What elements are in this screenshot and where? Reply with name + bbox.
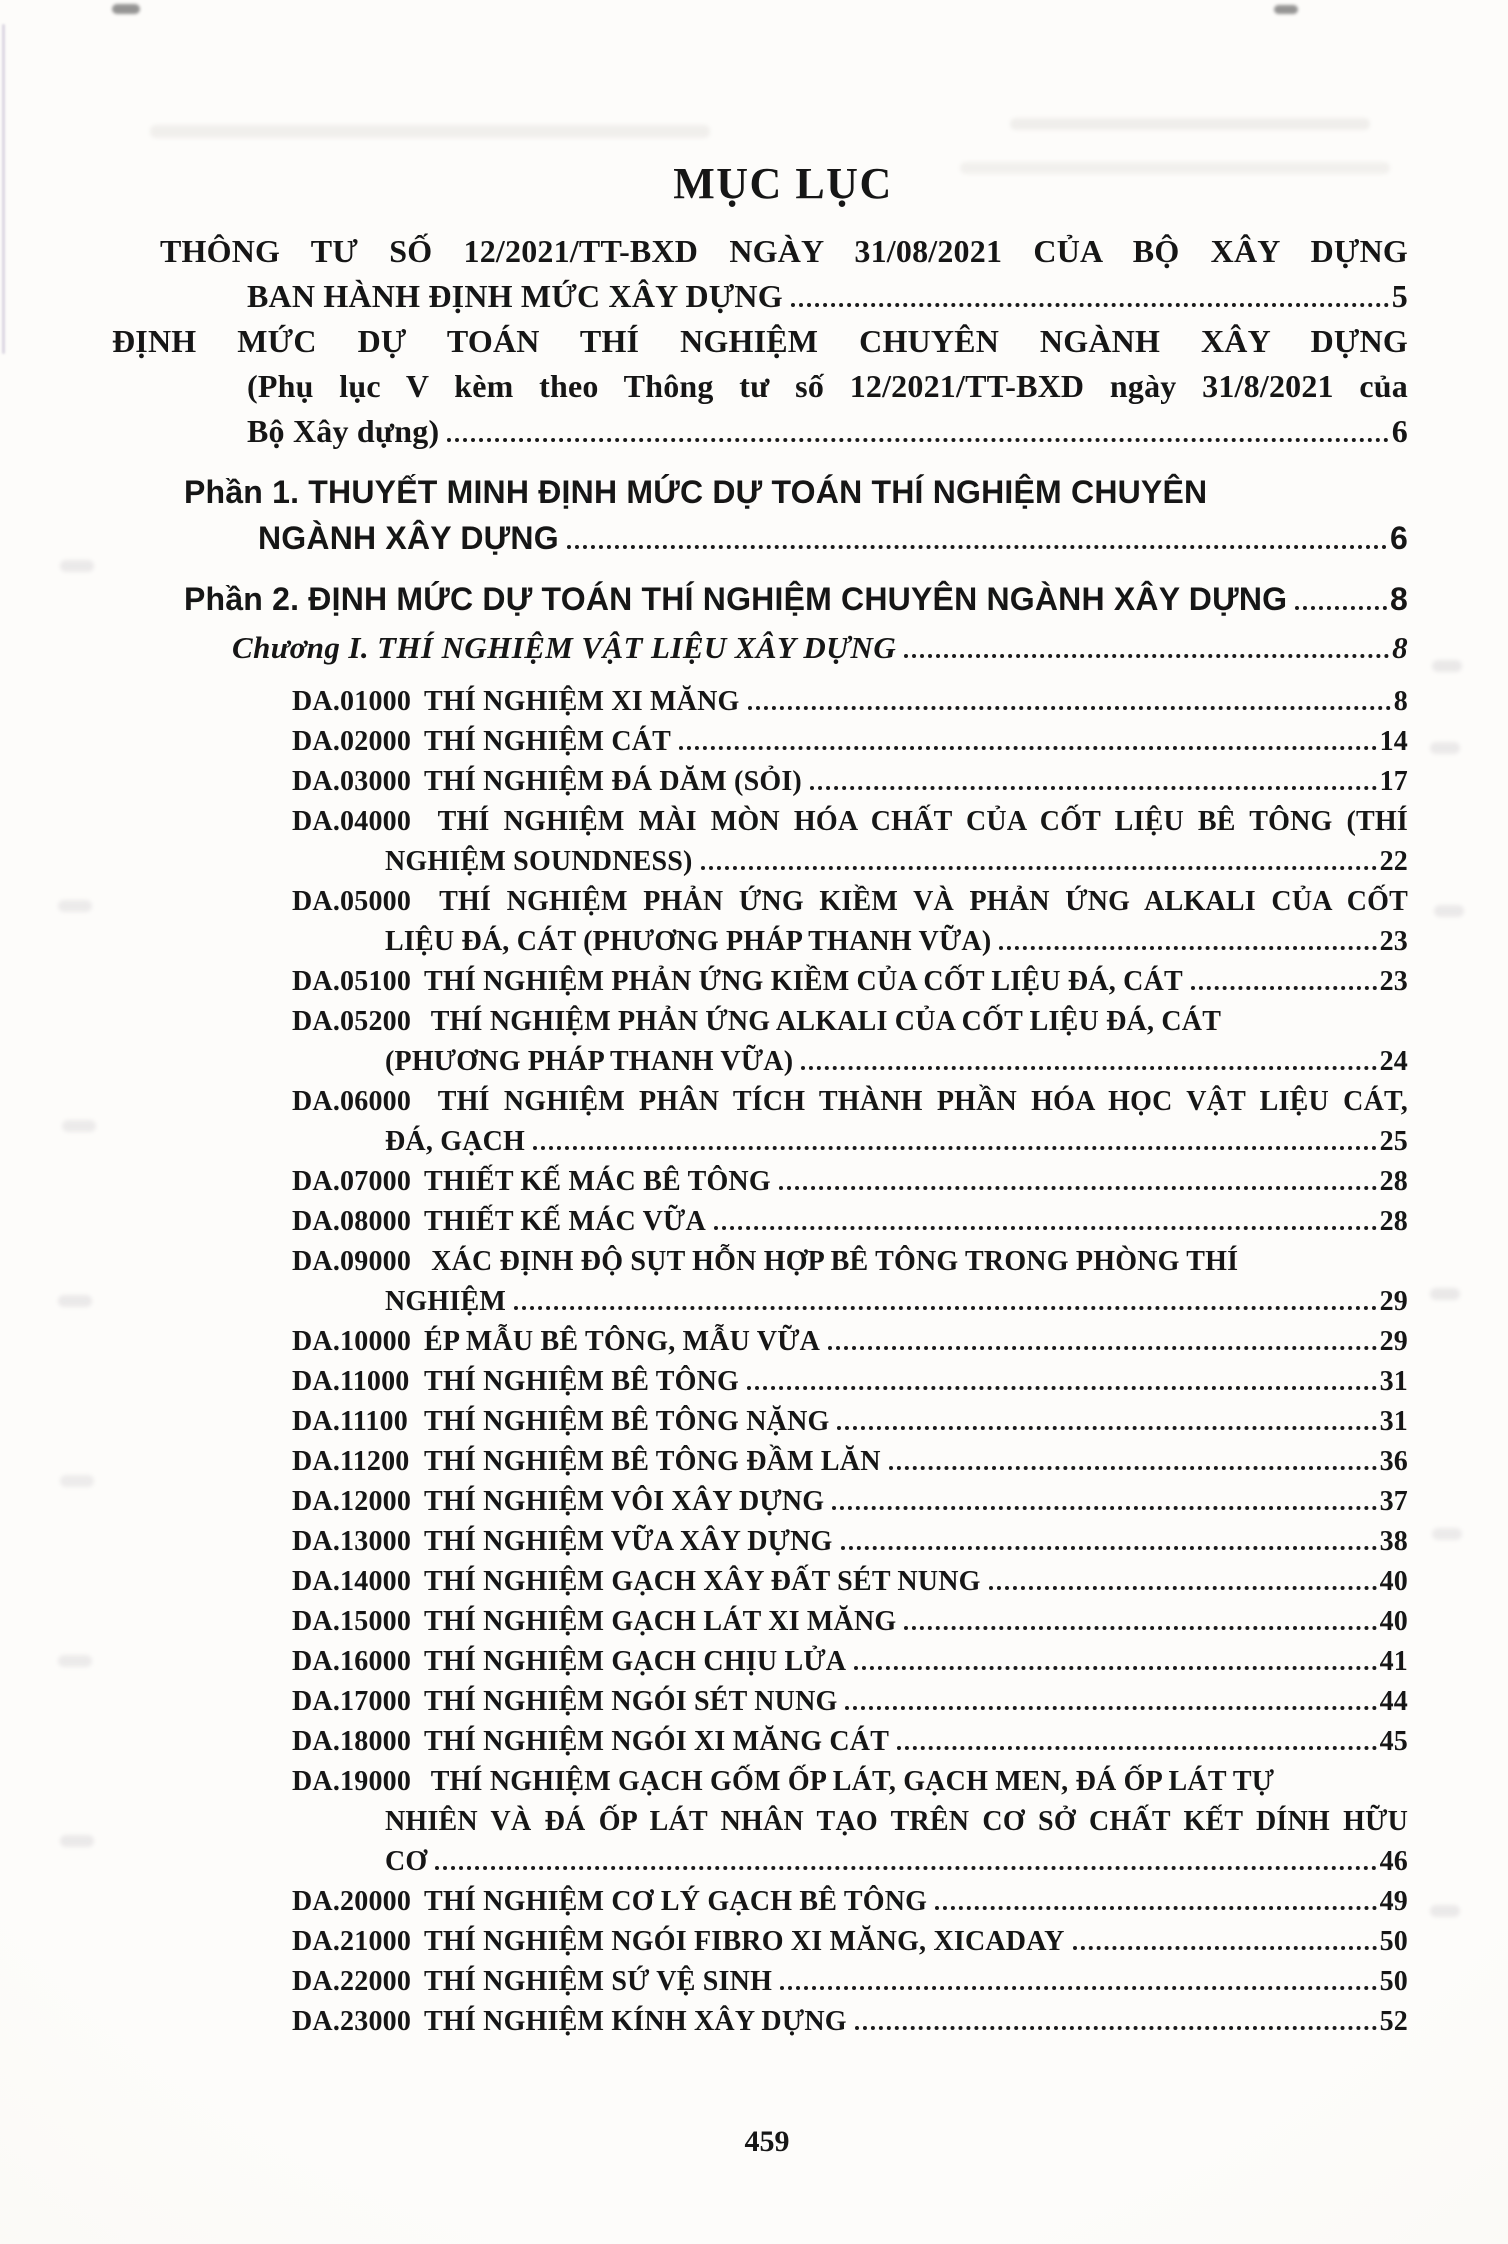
dot-leader xyxy=(748,706,1391,710)
entry-code: DA.15000 xyxy=(292,1606,412,1637)
toc-line xyxy=(292,1722,1408,1762)
page-ref: 5 xyxy=(1391,278,1408,314)
dot-leader xyxy=(810,786,1377,790)
page-ref: 8 xyxy=(1392,630,1408,665)
page-ref: 6 xyxy=(1391,413,1408,449)
page-ref: 14 xyxy=(1379,726,1408,757)
toc-line xyxy=(292,1362,1408,1402)
dot-leader xyxy=(989,1586,1377,1590)
entry-code: DA.14000 xyxy=(292,1566,412,1597)
page-ref: 50 xyxy=(1379,1926,1408,1957)
toc-text: NGHIỆM SOUNDNESS) xyxy=(385,846,693,877)
entry-code: DA.13000 xyxy=(292,1526,412,1557)
page-ref: 28 xyxy=(1379,1166,1408,1197)
toc-text: THÍ NGHIỆM MÀI MÒN HÓA CHẤT CỦA CỐT LIỆU BÊ TÔNG (THÍ xyxy=(437,806,1409,837)
dot-leader xyxy=(447,438,1388,442)
entry-code: DA.12000 xyxy=(292,1486,412,1517)
entry-code: DA.18000 xyxy=(292,1726,412,1757)
page-ref: 31 xyxy=(1379,1366,1408,1397)
entry-code: DA.11100 xyxy=(292,1406,408,1437)
toc-text: THIẾT KẾ MÁC BÊ TÔNG xyxy=(424,1166,771,1197)
toc-text: THÍ NGHIỆM SỨ VỆ SINH xyxy=(424,1966,773,1997)
toc-text: ÉP MẪU BÊ TÔNG, MẪU VỮA xyxy=(424,1326,821,1357)
toc-line xyxy=(292,1562,1408,1602)
page-ref: 8 xyxy=(1390,581,1408,617)
toc-text: THÍ NGHIỆM KÍNH XÂY DỰNG xyxy=(424,2006,847,2037)
page-ref: 8 xyxy=(1393,686,1408,717)
dot-leader xyxy=(780,1986,1377,1990)
page-ref: 24 xyxy=(1379,1046,1408,1077)
toc-line xyxy=(247,364,1408,409)
dot-leader xyxy=(904,654,1389,658)
dot-leader xyxy=(889,1466,1377,1470)
toc-text: THÍ NGHIỆM BÊ TÔNG NẶNG xyxy=(424,1406,830,1437)
page-ref: 52 xyxy=(1379,2006,1408,2037)
page-ref: 40 xyxy=(1379,1606,1408,1637)
toc-line xyxy=(292,882,1408,922)
page-ref: 6 xyxy=(1390,520,1408,556)
toc-line xyxy=(292,1322,1408,1362)
toc-line xyxy=(247,274,1408,319)
toc-line xyxy=(292,1602,1408,1642)
toc-line xyxy=(385,842,1408,882)
toc-line xyxy=(292,1522,1408,1562)
toc-line xyxy=(292,1642,1408,1682)
toc-text: THÍ NGHIỆM VỮA XÂY DỰNG xyxy=(424,1526,833,1557)
toc-line xyxy=(292,1082,1408,1122)
toc-line xyxy=(292,1242,1408,1282)
toc-line xyxy=(292,682,1408,722)
dot-leader xyxy=(714,1226,1377,1230)
toc-line xyxy=(112,319,1408,364)
toc-text: NGHIỆM xyxy=(385,1286,506,1317)
entry-code: DA.22000 xyxy=(292,1966,412,1997)
toc-line xyxy=(292,722,1408,762)
toc-line xyxy=(292,2002,1408,2042)
toc-line xyxy=(385,1802,1408,1842)
toc-text: THÍ NGHIỆM CÁT xyxy=(424,726,672,757)
dot-leader xyxy=(1295,606,1387,610)
page-ref: 23 xyxy=(1379,926,1408,957)
entry-code: DA.08000 xyxy=(292,1206,412,1237)
toc-line xyxy=(292,1882,1408,1922)
toc-text: THÍ NGHIỆM NGÓI FIBRO XI MĂNG, XICADAY xyxy=(424,1926,1065,1957)
page-ref: 23 xyxy=(1379,966,1408,997)
toc-text: THÍ NGHIỆM VÔI XÂY DỰNG xyxy=(424,1486,825,1517)
dot-leader xyxy=(747,1386,1377,1390)
toc-text: THÔNG TƯ SỐ 12/2021/TT-BXD NGÀY 31/08/2021 CỦA BỘ XÂY DỰNG xyxy=(160,233,1408,269)
toc-text: THIẾT KẾ MÁC VỮA xyxy=(424,1206,706,1237)
dot-leader xyxy=(514,1306,1377,1310)
dot-leader xyxy=(841,1546,1377,1550)
toc-text: Phần 1. THUYẾT MINH ĐỊNH MỨC DỰ TOÁN THÍ NGHIỆM CHUYÊN xyxy=(184,474,1208,510)
toc-line xyxy=(184,576,1408,622)
toc-line xyxy=(292,1922,1408,1962)
toc-text: THÍ NGHIỆM ĐÁ DĂM (SỎI) xyxy=(424,766,802,797)
toc-text: THÍ NGHIỆM BÊ TÔNG ĐẦM LĂN xyxy=(424,1446,881,1477)
page-ref: 17 xyxy=(1379,766,1408,797)
dot-leader xyxy=(828,1346,1376,1350)
dot-leader xyxy=(1073,1946,1377,1950)
toc-text: BAN HÀNH ĐỊNH MỨC XÂY DỰNG xyxy=(247,278,783,314)
dot-leader xyxy=(435,1866,1376,1870)
toc-line xyxy=(292,1962,1408,2002)
entry-code: DA.01000 xyxy=(292,686,412,717)
dot-leader xyxy=(897,1746,1377,1750)
entry-code: DA.19000 xyxy=(292,1766,412,1797)
toc-line xyxy=(292,762,1408,802)
entry-code: DA.21000 xyxy=(292,1926,412,1957)
toc-text: LIỆU ĐÁ, CÁT (PHƯƠNG PHÁP THANH VỮA) xyxy=(385,926,992,957)
toc-line xyxy=(292,1202,1408,1242)
page-ref: 29 xyxy=(1379,1286,1408,1317)
dot-leader xyxy=(567,545,1387,549)
toc-line xyxy=(292,802,1408,842)
page-ref: 29 xyxy=(1379,1326,1408,1357)
toc-text: THÍ NGHIỆM PHẢN ỨNG ALKALI CỦA CỐT LIỆU ĐÁ, CÁT xyxy=(430,1006,1222,1037)
entry-code: DA.05100 xyxy=(292,966,412,997)
toc-text: ĐỊNH MỨC DỰ TOÁN THÍ NGHIỆM CHUYÊN NGÀNH XÂY DỰNG xyxy=(112,323,1408,359)
toc-line xyxy=(258,515,1408,561)
entry-code: DA.09000 xyxy=(292,1246,412,1277)
entry-code: DA.10000 xyxy=(292,1326,412,1357)
entry-code: DA.11000 xyxy=(292,1366,410,1397)
toc-line xyxy=(385,1042,1408,1082)
toc-text: THÍ NGHIỆM NGÓI SÉT NUNG xyxy=(424,1686,838,1717)
dot-leader xyxy=(854,1666,1376,1670)
entry-code: DA.20000 xyxy=(292,1886,412,1917)
toc-text: THÍ NGHIỆM GẠCH CHỊU LỬA xyxy=(424,1646,847,1677)
entry-code: DA.17000 xyxy=(292,1686,412,1717)
toc-text: THÍ NGHIỆM CƠ LÝ GẠCH BÊ TÔNG xyxy=(424,1886,928,1917)
toc-line xyxy=(385,1842,1408,1882)
page-ref: 31 xyxy=(1379,1406,1408,1437)
dot-leader xyxy=(779,1186,1377,1190)
toc-text: ĐÁ, GẠCH xyxy=(385,1126,526,1157)
dot-leader xyxy=(791,303,1389,307)
page-ref: 37 xyxy=(1379,1486,1408,1517)
toc-text: THÍ NGHIỆM BÊ TÔNG xyxy=(424,1366,740,1397)
page-ref: 49 xyxy=(1379,1886,1408,1917)
toc-text: THÍ NGHIỆM NGÓI XI MĂNG CÁT xyxy=(424,1726,890,1757)
entry-code: DA.06000 xyxy=(292,1086,412,1117)
entry-code: DA.11200 xyxy=(292,1446,410,1477)
dot-leader xyxy=(832,1506,1376,1510)
dot-leader xyxy=(855,2026,1377,2030)
toc-text: NHIÊN VÀ ĐÁ ỐP LÁT NHÂN TẠO TRÊN CƠ SỞ CHẤT KẾT DÍNH HỮU xyxy=(385,1806,1408,1837)
toc-text: THÍ NGHIỆM GẠCH XÂY ĐẤT SÉT NUNG xyxy=(424,1566,981,1597)
dot-leader xyxy=(701,866,1377,870)
dot-leader xyxy=(801,1066,1376,1070)
toc-text: NGÀNH XÂY DỰNG xyxy=(258,520,559,556)
page-title: MỤC LỤC xyxy=(673,159,893,208)
page-ref: 46 xyxy=(1379,1846,1408,1877)
toc-line xyxy=(184,469,1408,515)
page-ref: 25 xyxy=(1379,1126,1408,1157)
toc-line xyxy=(292,1482,1408,1522)
page-ref: 36 xyxy=(1379,1446,1408,1477)
toc-line xyxy=(292,1002,1408,1042)
dot-leader xyxy=(904,1626,1376,1630)
page-ref: 45 xyxy=(1379,1726,1408,1757)
toc-text: THÍ NGHIỆM XI MĂNG xyxy=(424,686,740,717)
page-ref: 50 xyxy=(1379,1966,1408,1997)
toc-text: Phần 2. ĐỊNH MỨC DỰ TOÁN THÍ NGHIỆM CHUYÊN NGÀNH XÂY DỰNG xyxy=(184,581,1288,617)
toc-line xyxy=(385,922,1408,962)
toc-text: THÍ NGHIỆM PHẢN ỨNG KIỀM VÀ PHẢN ỨNG ALKALI CỦA CỐT xyxy=(439,886,1408,917)
page-ref: 41 xyxy=(1379,1646,1408,1677)
toc-text: THÍ NGHIỆM PHÂN TÍCH THÀNH PHẦN HÓA HỌC VẬT LIỆU CÁT, xyxy=(437,1086,1408,1117)
toc-text: XÁC ĐỊNH ĐỘ SỤT HỖN HỢP BÊ TÔNG TRONG PHÒNG THÍ xyxy=(431,1246,1239,1277)
page-ref: 44 xyxy=(1379,1686,1408,1717)
dot-leader xyxy=(837,1426,1376,1430)
toc-line xyxy=(292,1402,1408,1442)
dot-leader xyxy=(845,1706,1376,1710)
toc-line xyxy=(292,962,1408,1002)
toc-line xyxy=(292,1442,1408,1482)
toc-line xyxy=(232,626,1408,670)
page-ref: 22 xyxy=(1379,846,1408,877)
page-ref: 38 xyxy=(1379,1526,1408,1557)
entry-code: DA.23000 xyxy=(292,2006,412,2037)
toc-text: Bộ Xây dựng) xyxy=(247,413,440,449)
entry-code: DA.16000 xyxy=(292,1646,412,1677)
entry-code: DA.03000 xyxy=(292,766,412,797)
entry-code: DA.02000 xyxy=(292,726,412,757)
dot-leader xyxy=(533,1146,1377,1150)
toc-text: THÍ NGHIỆM PHẢN ỨNG KIỀM CỦA CỐT LIỆU ĐÁ, CÁT xyxy=(424,966,1183,997)
toc-text: CƠ xyxy=(385,1846,428,1877)
toc-line xyxy=(160,229,1408,274)
toc-text: (PHƯƠNG PHÁP THANH VỮA) xyxy=(385,1046,794,1077)
toc-line xyxy=(385,1282,1408,1322)
entry-code: DA.04000 xyxy=(292,806,412,837)
dot-leader xyxy=(935,1906,1376,1910)
toc-text: (Phụ lục V kèm theo Thông tư số 12/2021/TT-BXD ngày 31/8/2021 của xyxy=(247,368,1408,404)
toc-line xyxy=(292,1162,1408,1202)
entry-code: DA.07000 xyxy=(292,1166,412,1197)
entry-code: DA.05000 xyxy=(292,886,412,917)
toc-line xyxy=(247,409,1408,454)
toc-line xyxy=(292,1682,1408,1722)
toc-list xyxy=(0,229,1508,2042)
dot-leader xyxy=(999,946,1376,950)
dot-leader xyxy=(679,746,1377,750)
toc-text: Chương I. THÍ NGHIỆM VẬT LIỆU XÂY DỰNG xyxy=(232,630,897,665)
toc-line xyxy=(385,1122,1408,1162)
toc-line xyxy=(292,1762,1408,1802)
entry-code: DA.05200 xyxy=(292,1006,412,1037)
toc-text: THÍ NGHIỆM GẠCH LÁT XI MĂNG xyxy=(424,1606,897,1637)
folio-page-number: 459 xyxy=(744,2125,790,2158)
dot-leader xyxy=(1191,986,1377,990)
toc-text: THÍ NGHIỆM GẠCH GỐM ỐP LÁT, GẠCH MEN, ĐÁ ỐP LÁT TỰ xyxy=(430,1766,1275,1797)
page-ref: 28 xyxy=(1379,1206,1408,1237)
page-ref: 40 xyxy=(1379,1566,1408,1597)
